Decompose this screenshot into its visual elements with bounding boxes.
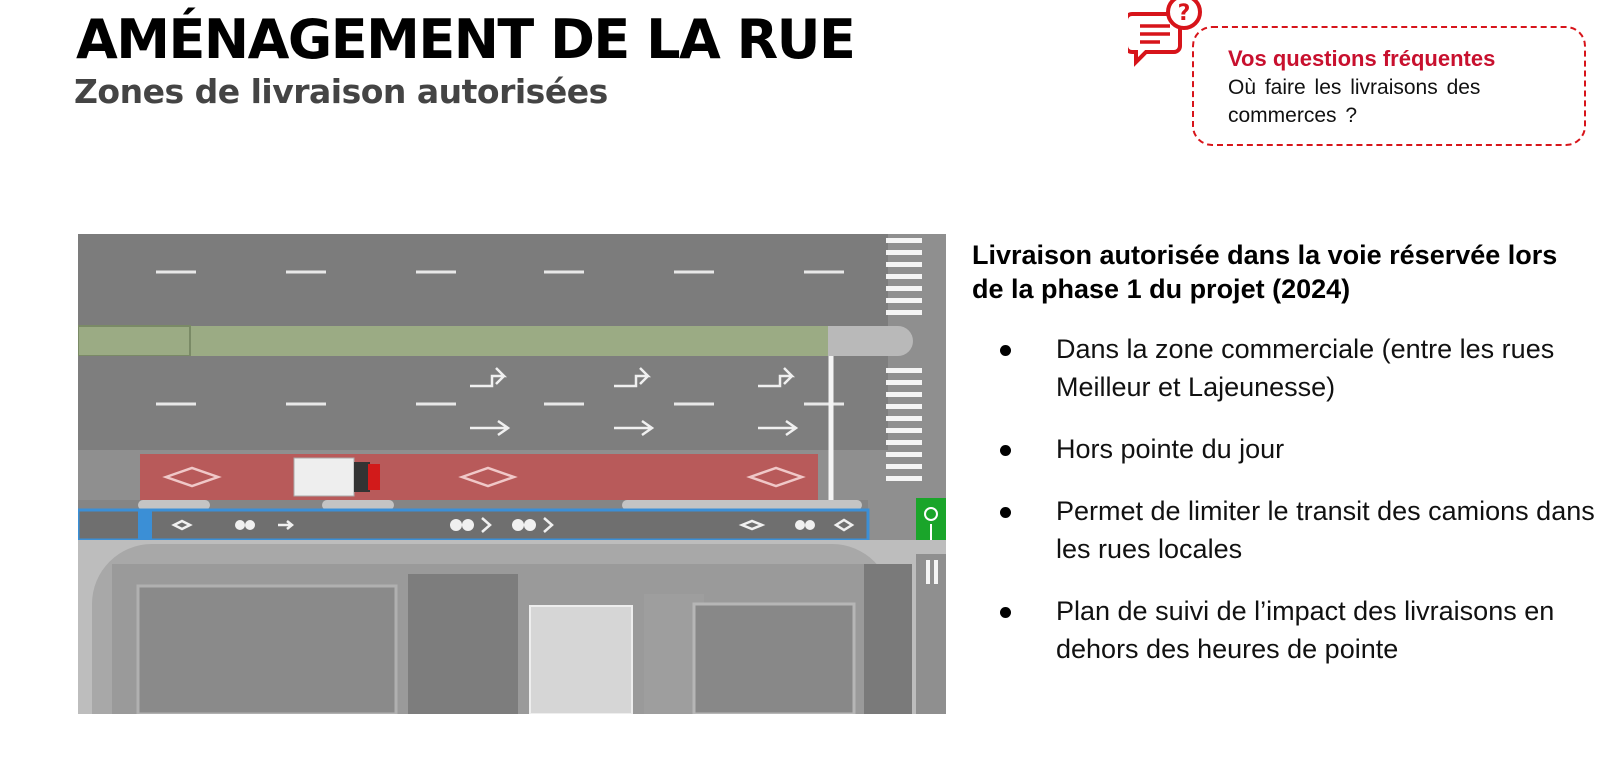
list-item-text: Dans la zone commerciale (entre les rues Meilleur et Lajeunesse) (1056, 334, 1555, 402)
delivery-truck-icon (294, 458, 380, 496)
green-median (78, 326, 838, 356)
list-item (1000, 330, 1600, 406)
list-item (1000, 492, 1600, 568)
faq-question: Où faire les livraisons des commerces ? (1228, 76, 1481, 127)
list-item-text: Hors pointe du jour (1056, 434, 1285, 464)
street-plan-illustration (78, 234, 946, 714)
delivery-bullet-list (1000, 330, 1600, 692)
faq-title: Vos questions fréquentes (1228, 46, 1496, 71)
list-item-text: Plan de suivi de l’impact des livraisons en dehors des heures de pointe (1056, 596, 1555, 664)
list-item (1000, 592, 1600, 668)
bullet-icon (1000, 507, 1011, 518)
list-item-text: Permet de limiter le transit des camions dans les rues locales (1056, 496, 1595, 564)
faq-callout (1192, 26, 1586, 146)
delivery-heading: Livraison autorisée dans la voie réservée lors de la phase 1 du projet (2024) (972, 240, 1558, 304)
bullet-icon (1000, 607, 1011, 618)
reserved-lane (140, 454, 818, 500)
list-item (1000, 430, 1600, 468)
page-title: AMÉNAGEMENT DE LA RUE (76, 8, 855, 71)
bullet-icon (1000, 445, 1011, 456)
svg-text:?: ? (1177, 1, 1191, 26)
page-subtitle: Zones de livraison autorisées (74, 72, 608, 111)
bullet-icon (1000, 345, 1011, 356)
